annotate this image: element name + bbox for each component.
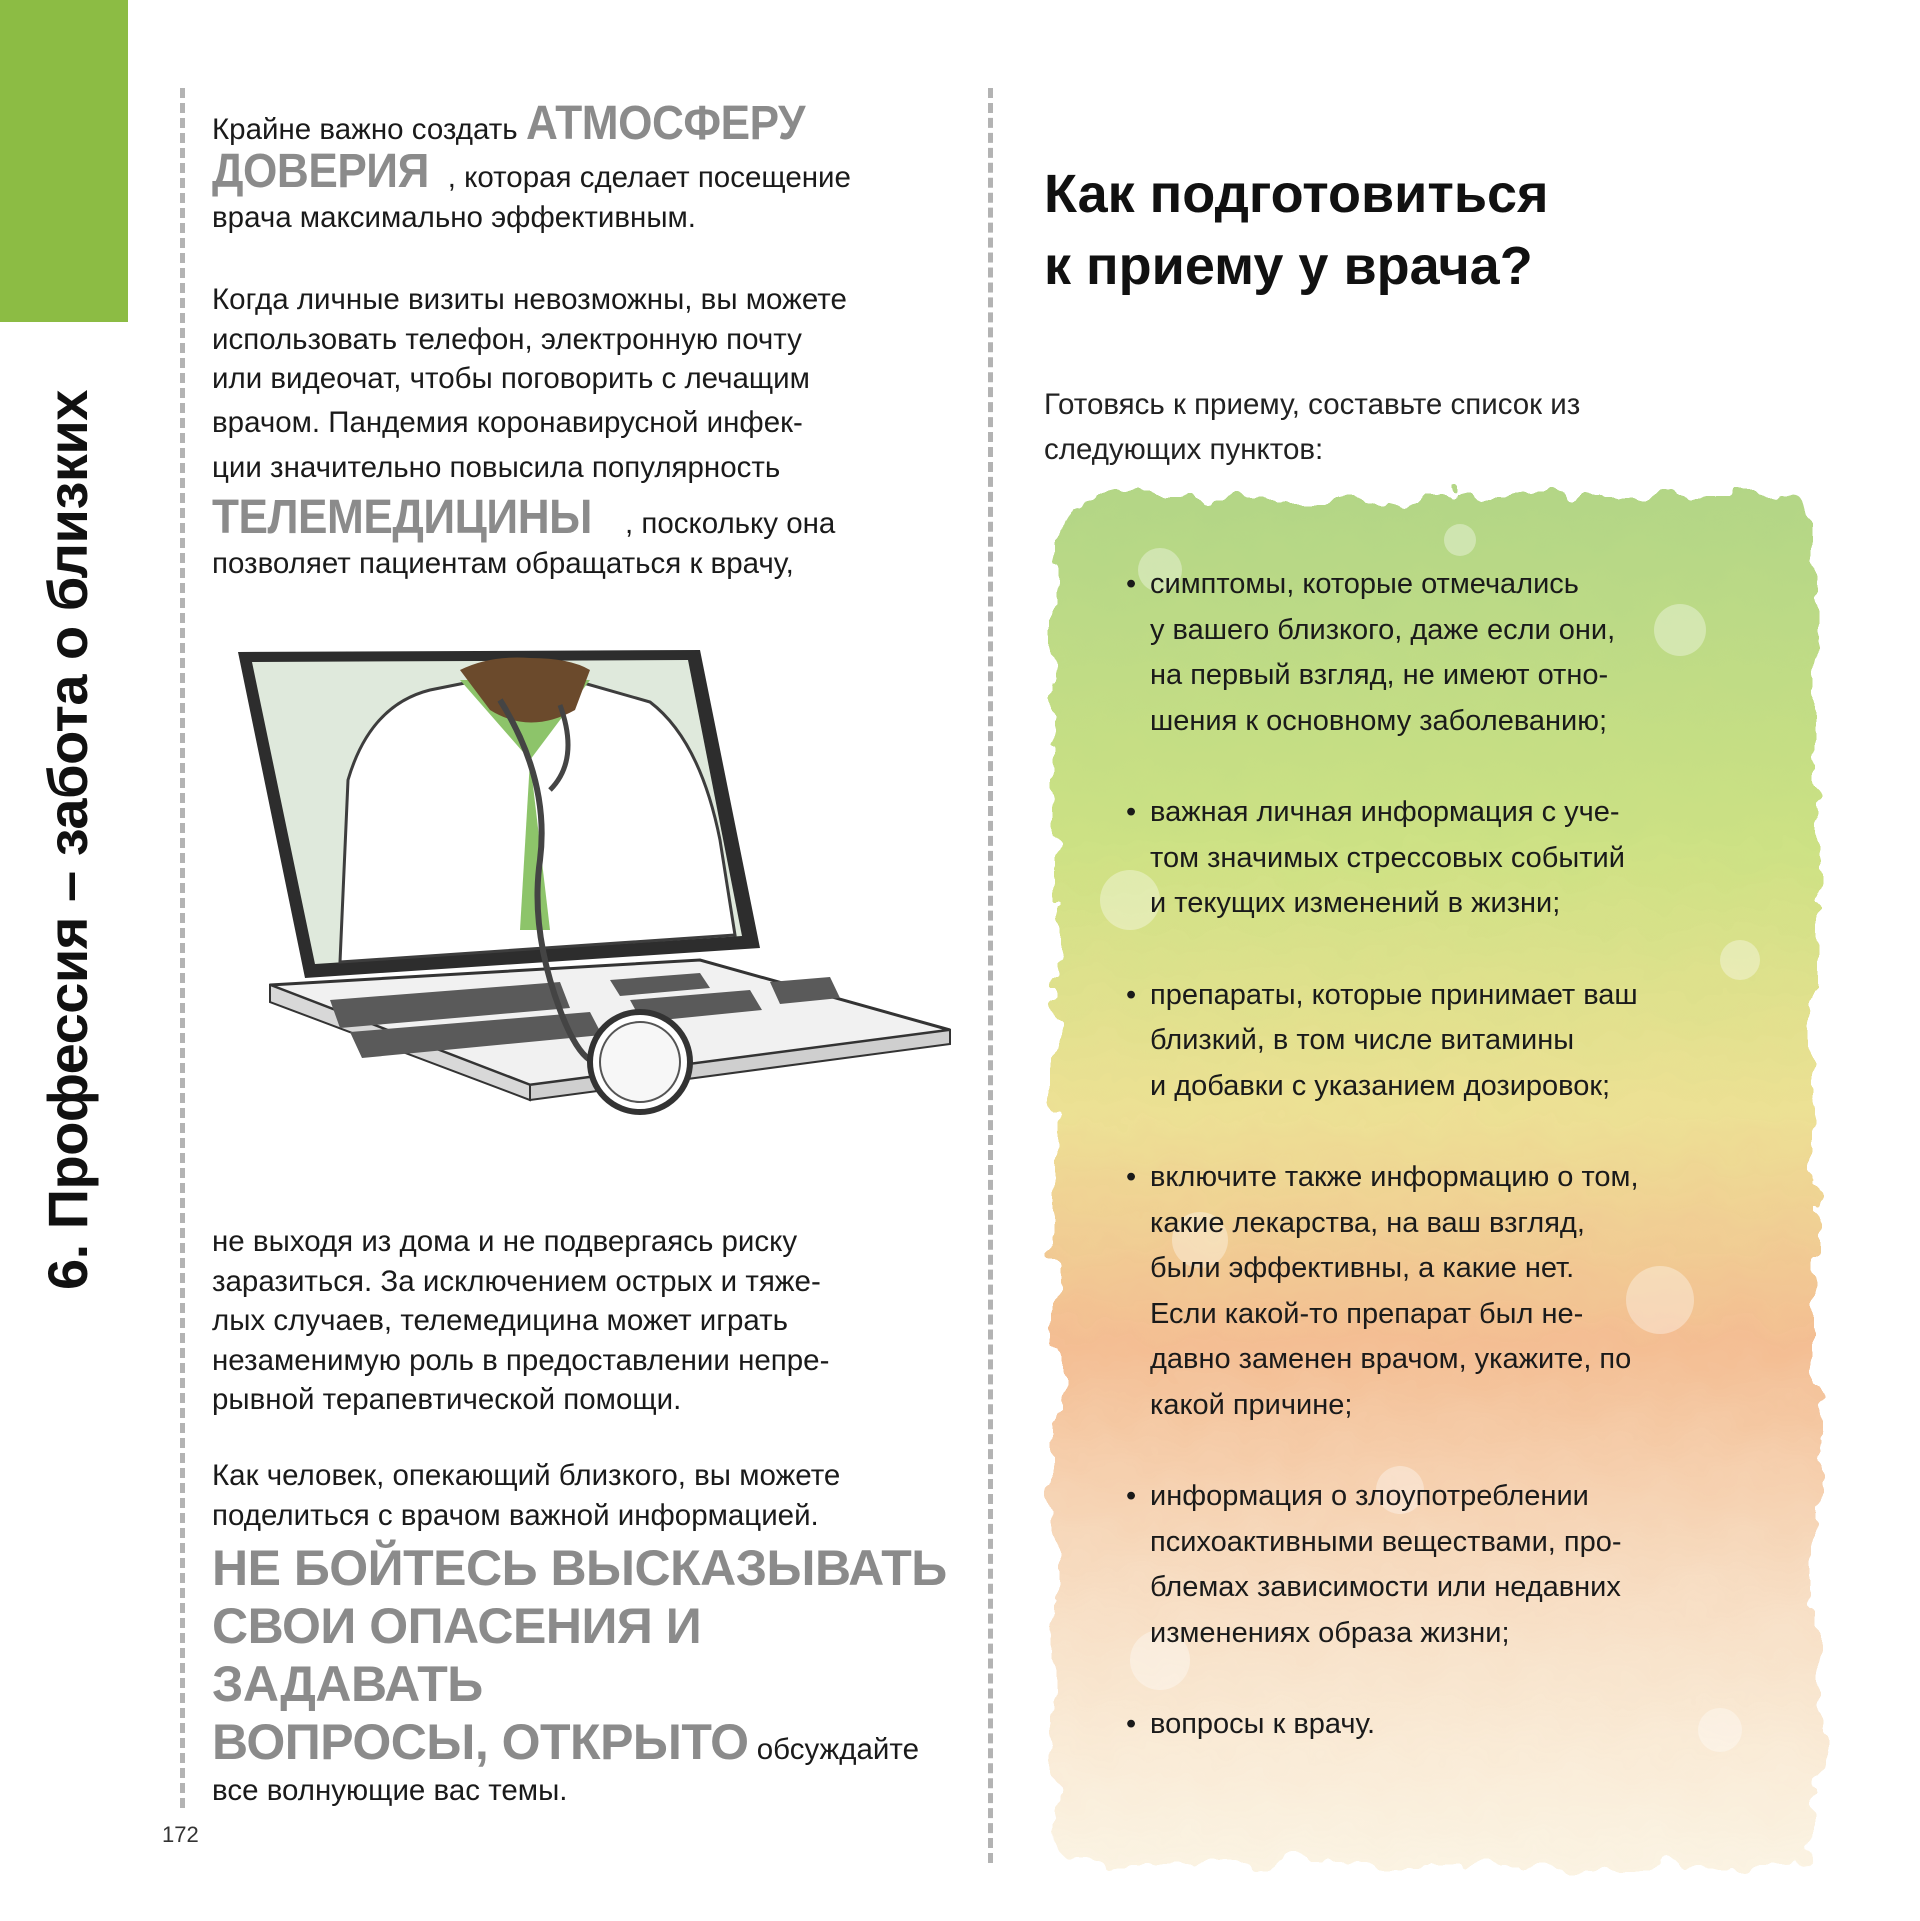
emphasis-telemedicine: ТЕЛЕМЕДИЦИНЫ bbox=[212, 490, 592, 544]
paragraph-telemedicine-continued: не выходя из дома и не подвергаясь риску заразиться. За исключением острых и тяже- лых случаев, телемедицина может играть незаменимую роль в предоставлении непре- рывной терапевтической помощи. bbox=[212, 1225, 830, 1416]
paragraph-telemedicine: Когда личные визиты невозможны, вы можете использовать телефон, электронную почту или видеочат, чтобы поговорить с лечащим врачом. Пандемия коронавирусной инфек- ции значительно повысила популярность ТЕЛЕМЕДИЦИНЫ , поскольку она позволяет пациентам обращаться к врачу, bbox=[212, 283, 847, 580]
center-dashed-divider bbox=[988, 88, 993, 1863]
preparation-checklist bbox=[1126, 562, 1746, 1748]
paragraph-open-questions: Как человек, опекающий близкого, вы можете поделиться с врачом важной информацией. НЕ БОЙТЕСЬ ВЫСКАЗЫВАТЬ СВОИ ОПАСЕНИЯ И ЗАДАВАТЬ ВОПРОСЫ, ОТКРЫТО обсуждайте все волнующие вас темы. bbox=[212, 1456, 952, 1811]
list-item: • вопросы к врачу. bbox=[1126, 1702, 1746, 1748]
emphasis-dont-be-afraid-2: СВОИ ОПАСЕНИЯ И ЗАДАВАТЬ bbox=[212, 1598, 702, 1712]
section-heading: Как подготовиться к приему у врача? bbox=[1044, 164, 1549, 296]
page-number: 172 bbox=[162, 1822, 199, 1847]
emphasis-atmosphere: АТМОСФЕРУ bbox=[525, 97, 805, 150]
left-dashed-divider bbox=[180, 88, 185, 1808]
chapter-color-tab bbox=[0, 0, 128, 322]
list-item: • включите также информацию о том, какие лекарства, на ваш взгляд, были эффективны, а какие нет. Если какой-то препарат был не- давно заменен врачом, укажите, по какой причине; bbox=[1126, 1155, 1746, 1428]
emphasis-dont-be-afraid-3: ВОПРОСЫ, ОТКРЫТО bbox=[212, 1714, 749, 1770]
telemedicine-laptop-illustration bbox=[230, 630, 960, 1170]
chapter-side-title: 6. Профессия – забота о близких bbox=[36, 390, 99, 1290]
emphasis-dont-be-afraid-1: НЕ БОЙТЕСЬ ВЫСКАЗЫВАТЬ bbox=[212, 1540, 947, 1596]
checklist-intro: Готовясь к приему, составьте список из следующих пунктов: bbox=[1044, 388, 1581, 466]
list-item: • важная личная информация с уче- том значимых стрессовых событий и текущих изменений в жизни; bbox=[1126, 790, 1746, 927]
list-item: • препараты, которые принимает ваш близкий, в том числе витамины и добавки с указанием дозировок; bbox=[1126, 973, 1746, 1110]
list-item: • информация о злоупотреблении психоактивными веществами, про- блемах зависимости или недавних изменениях образа жизни; bbox=[1126, 1474, 1746, 1656]
emphasis-trust: ДОВЕРИЯ bbox=[212, 145, 429, 198]
list-item: • симптомы, которые отмечались у вашего близкого, даже если они, на первый взгляд, не имеют отно- шения к основному заболеванию; bbox=[1126, 562, 1746, 744]
paragraph-trust: Крайне важно создать АТМОСФЕРУ ДОВЕРИЯ , которая сделает посещение врача максимально эффективным. bbox=[212, 97, 851, 234]
